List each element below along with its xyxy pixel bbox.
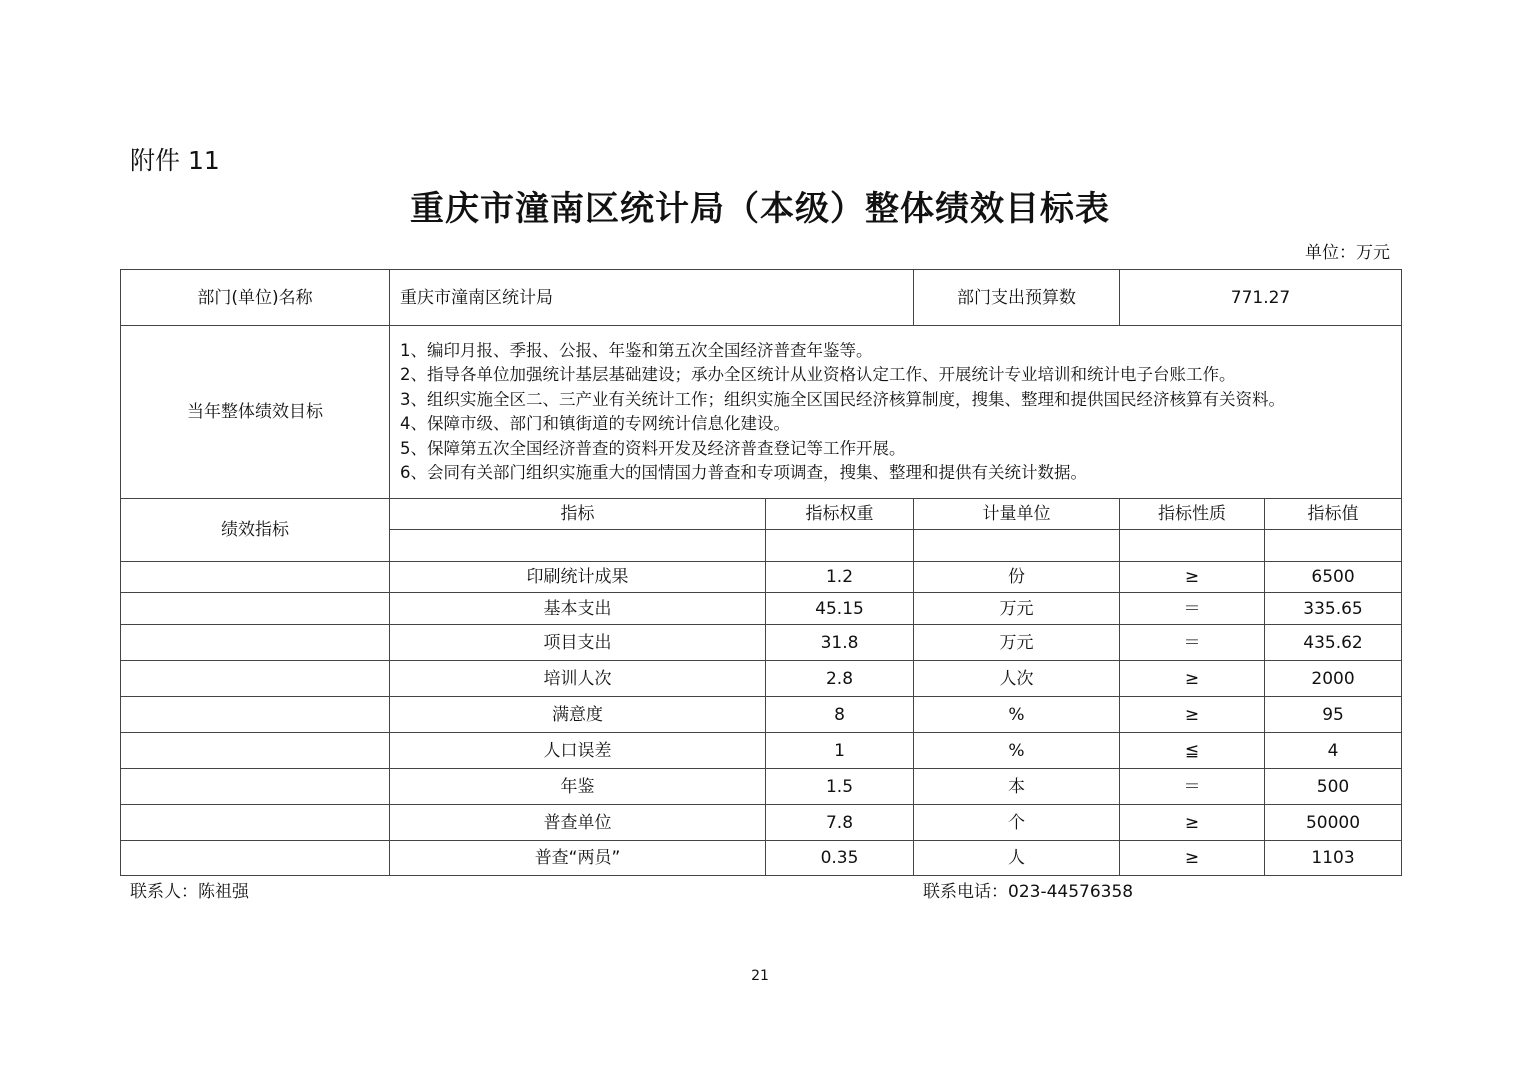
indicator-weight: 1 (766, 733, 914, 769)
goal-line-1: 1、编印月报、季报、公报、年鉴和第五次全国经济普查年鉴等。 (400, 340, 873, 360)
dept-info-row (121, 270, 1402, 326)
header-unit: 计量单位 (914, 499, 1120, 530)
indicator-name: 人口误差 (390, 733, 766, 769)
empty-cell (121, 841, 390, 876)
table-row (121, 805, 1402, 841)
goal-line-3: 3、组织实施全区二、三产业有关统计工作；组织实施全区国民经济核算制度，搜集、整理和提供国民经济核算有关资料。 (400, 389, 1285, 409)
header-indicator: 指标 (390, 499, 766, 530)
indicator-unit: 个 (914, 805, 1120, 841)
indicator-name: 印刷统计成果 (390, 562, 766, 593)
indicator-value: 335.65 (1265, 593, 1402, 625)
indicator-name: 基本支出 (390, 593, 766, 625)
page-title: 重庆市潼南区统计局（本级）整体绩效目标表 (410, 189, 1110, 229)
indicator-unit: 人 (914, 841, 1120, 876)
empty-cell (121, 697, 390, 733)
indicator-weight: 1.5 (766, 769, 914, 805)
table-row (121, 661, 1402, 697)
indicator-value: 4 (1265, 733, 1402, 769)
header-value: 指标值 (1265, 499, 1402, 530)
indicator-unit: 份 (914, 562, 1120, 593)
unit-label: 单位：万元 (1305, 243, 1390, 263)
indicator-value: 1103 (1265, 841, 1402, 876)
indicator-name: 项目支出 (390, 625, 766, 661)
goal-line-6: 6、会同有关部门组织实施重大的国情国力普查和专项调查，搜集、整理和提供有关统计数据。 (400, 463, 1087, 482)
table-row (121, 697, 1402, 733)
indicator-nature: ≥ (1120, 841, 1265, 876)
table-row (121, 562, 1402, 593)
indicator-name: 培训人次 (390, 661, 766, 697)
contact-person: 联系人：陈祖强 (130, 882, 249, 902)
indicator-nature: ＝ (1120, 593, 1265, 625)
empty-cell (121, 562, 390, 593)
dept-name-label: 部门(单位)名称 (121, 270, 390, 326)
header-weight: 指标权重 (766, 499, 914, 530)
indicator-weight: 0.35 (766, 841, 914, 876)
indicator-unit: 人次 (914, 661, 1120, 697)
header-nature: 指标性质 (1120, 499, 1265, 530)
indicator-name: 年鉴 (390, 769, 766, 805)
empty-cell (121, 733, 390, 769)
indicator-nature: ≦ (1120, 733, 1265, 769)
goals-label: 当年整体绩效目标 (121, 326, 390, 499)
indicator-value: 50000 (1265, 805, 1402, 841)
indicator-value: 500 (1265, 769, 1402, 805)
indicator-nature: ≥ (1120, 562, 1265, 593)
indicator-weight: 1.2 (766, 562, 914, 593)
empty-cell (121, 769, 390, 805)
indicator-weight: 45.15 (766, 593, 914, 625)
empty-cell (390, 530, 766, 562)
empty-cell (766, 530, 914, 562)
empty-cell (1265, 530, 1402, 562)
indicator-value: 6500 (1265, 562, 1402, 593)
table-row (121, 769, 1402, 805)
table-row (121, 841, 1402, 876)
indicator-nature: ≥ (1120, 805, 1265, 841)
empty-cell (1120, 530, 1265, 562)
goals-content (390, 326, 1402, 499)
goal-line-5: 5、保障第五次全国经济普查的资料开发及经济普查登记等工作开展。 (400, 438, 906, 458)
indicator-weight: 7.8 (766, 805, 914, 841)
indicator-nature: ＝ (1120, 625, 1265, 661)
indicator-nature: ＝ (1120, 769, 1265, 805)
indicator-nature: ≥ (1120, 697, 1265, 733)
empty-cell (121, 661, 390, 697)
goal-line-2: 2、指导各单位加强统计基层基础建设；承办全区统计从业资格认定工作、开展统计专业培训和统计电子台账工作。 (400, 365, 1236, 384)
table-row (121, 593, 1402, 625)
indicator-name: 普查“两员” (390, 841, 766, 876)
indicator-value: 95 (1265, 697, 1402, 733)
attachment-label: 附件 11 (130, 146, 220, 175)
indicator-weight: 2.8 (766, 661, 914, 697)
contact-phone: 联系电话：023-44576358 (923, 882, 1134, 902)
empty-cell (121, 805, 390, 841)
indicator-header-row (121, 499, 1402, 530)
goal-line-4: 4、保障市级、部门和镇街道的专网统计信息化建设。 (400, 414, 790, 433)
indicator-name: 普查单位 (390, 805, 766, 841)
indicator-unit: % (914, 733, 1120, 769)
indicator-weight: 31.8 (766, 625, 914, 661)
table-row (121, 733, 1402, 769)
indicator-value: 435.62 (1265, 625, 1402, 661)
indicators-section-label: 绩效指标 (121, 499, 390, 562)
indicator-unit: 本 (914, 769, 1120, 805)
performance-target-table (120, 269, 1402, 876)
budget-value: 771.27 (1120, 270, 1402, 326)
goals-row (121, 326, 1402, 499)
table-row (121, 625, 1402, 661)
empty-cell (121, 625, 390, 661)
page-number: 21 (751, 968, 769, 984)
empty-cell (121, 593, 390, 625)
indicator-unit: 万元 (914, 593, 1120, 625)
indicator-name: 满意度 (390, 697, 766, 733)
indicator-value: 2000 (1265, 661, 1402, 697)
indicator-nature: ≥ (1120, 661, 1265, 697)
budget-label: 部门支出预算数 (914, 270, 1120, 326)
indicator-unit: 万元 (914, 625, 1120, 661)
dept-name-value: 重庆市潼南区统计局 (390, 270, 914, 326)
indicator-unit: % (914, 697, 1120, 733)
indicator-weight: 8 (766, 697, 914, 733)
empty-cell (914, 530, 1120, 562)
